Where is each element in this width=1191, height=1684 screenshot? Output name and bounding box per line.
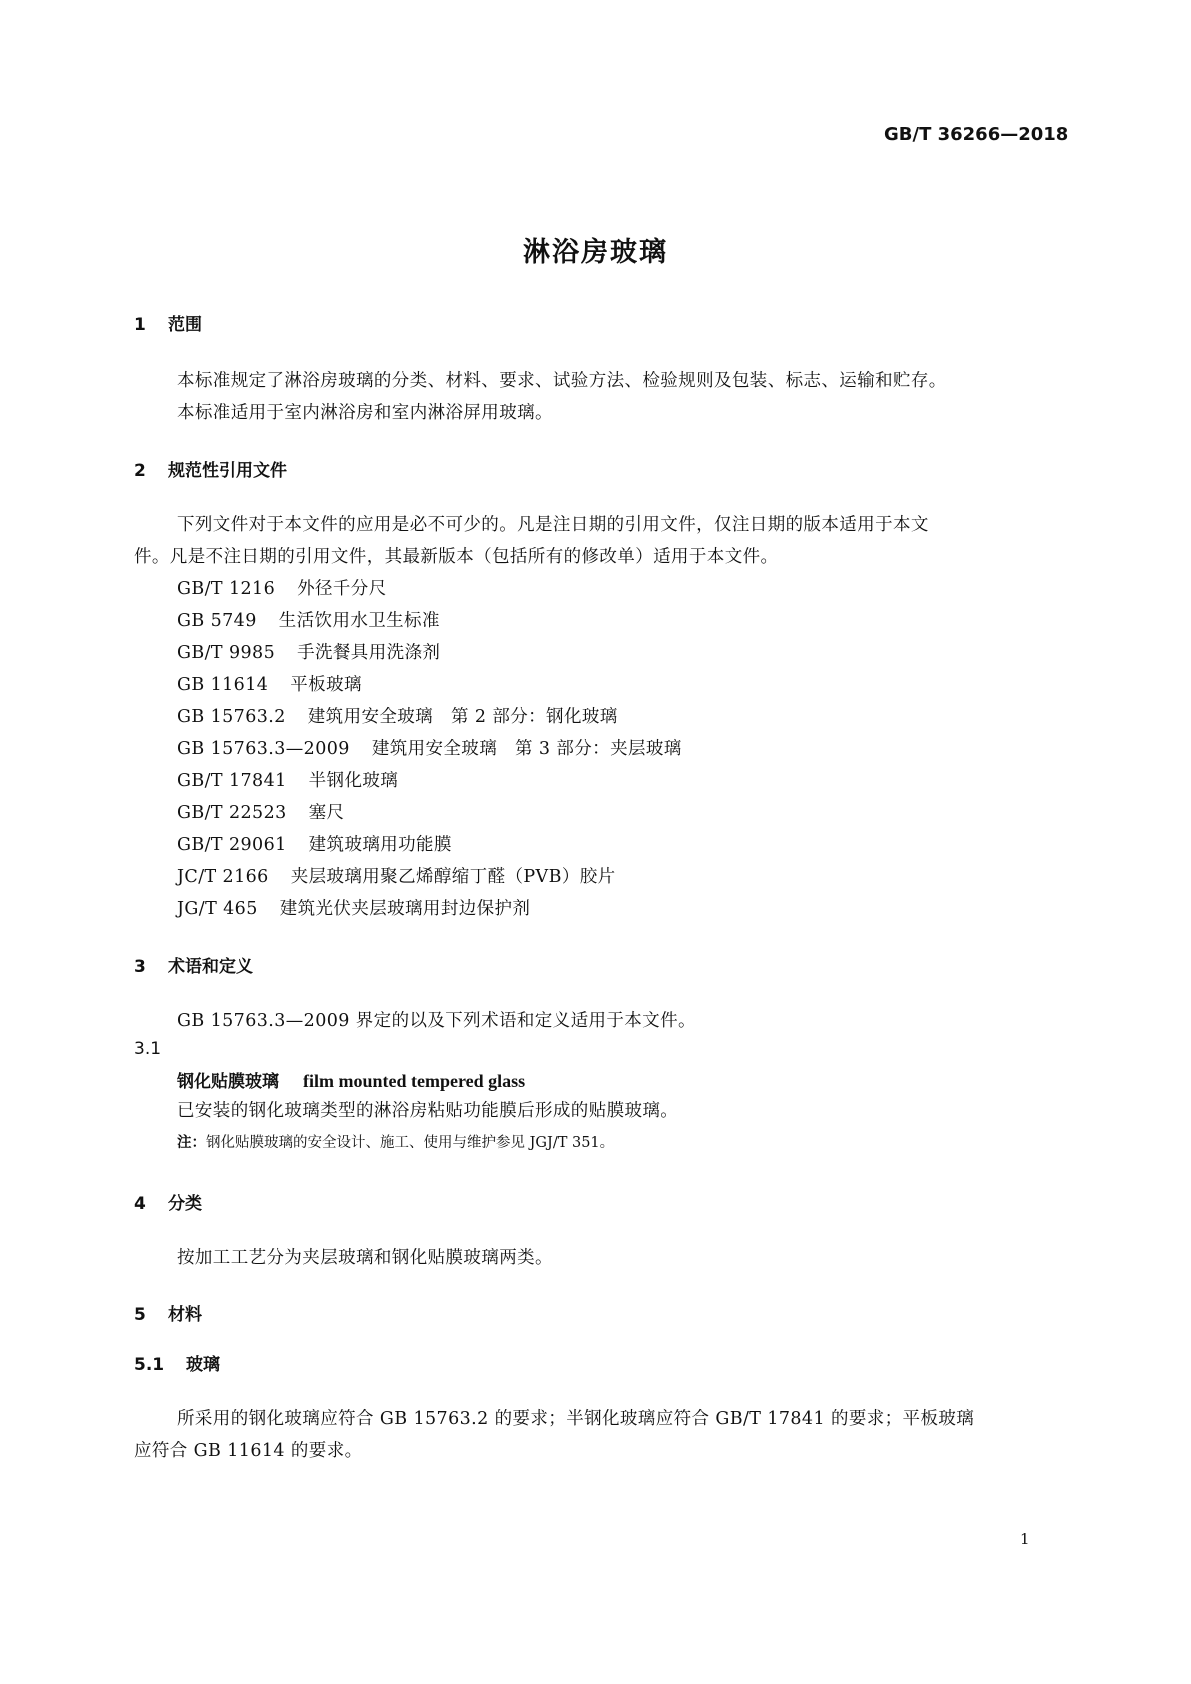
section-number: 4 — [134, 1194, 146, 1214]
reference-item — [177, 735, 682, 760]
reference-code: GB 15763.3—2009 — [177, 739, 350, 759]
term-zh: 钢化贴膜玻璃 — [177, 1072, 279, 1092]
reference-item — [177, 703, 618, 728]
section-title: 范围 — [168, 315, 202, 335]
paragraph: 按加工工艺分为夹层玻璃和钢化贴膜玻璃两类。 — [177, 1248, 553, 1268]
paragraph: 件。凡是不注日期的引用文件，其最新版本（包括所有的修改单）适用于本文件。 — [134, 547, 779, 567]
reference-item — [177, 831, 452, 856]
section-4-heading — [134, 1189, 202, 1214]
reference-title: 建筑用安全玻璃 第 3 部分：夹层玻璃 — [371, 739, 682, 759]
subsection-number: 5.1 — [134, 1355, 165, 1375]
section-title: 分类 — [168, 1194, 202, 1214]
reference-code: GB 11614 — [177, 675, 269, 695]
note-label: 注： — [177, 1135, 206, 1151]
reference-title: 外径千分尺 — [297, 579, 387, 599]
reference-code: JG/T 465 — [177, 899, 258, 919]
subsection-title: 玻璃 — [186, 1355, 220, 1375]
reference-code: GB/T 22523 — [177, 803, 287, 823]
reference-title: 夹层玻璃用聚乙烯醇缩丁醛（PVB）胶片 — [290, 867, 616, 887]
paragraph: GB 15763.3—2009 界定的以及下列术语和定义适用于本文件。 — [177, 1011, 696, 1031]
reference-item — [177, 895, 530, 920]
reference-code: GB/T 9985 — [177, 643, 276, 663]
reference-title: 建筑用安全玻璃 第 2 部分：钢化玻璃 — [307, 707, 618, 727]
reference-item — [177, 799, 344, 824]
section-title: 材料 — [168, 1305, 202, 1325]
reference-title: 手洗餐具用洗涤剂 — [297, 643, 441, 663]
reference-code: GB 15763.2 — [177, 707, 286, 727]
term-heading — [177, 1067, 525, 1092]
reference-item — [177, 575, 387, 600]
paragraph: 本标准规定了淋浴房玻璃的分类、材料、要求、试验方法、检验规则及包装、标志、运输和贮存。 — [177, 371, 947, 391]
term-en: film mounted tempered glass — [303, 1071, 526, 1091]
reference-code: GB/T 1216 — [177, 579, 276, 599]
term-definition: 已安装的钢化玻璃类型的淋浴房粘贴功能膜后形成的贴膜玻璃。 — [177, 1101, 679, 1121]
reference-title: 生活饮用水卫生标准 — [278, 611, 440, 631]
reference-code: GB/T 17841 — [177, 771, 287, 791]
reference-title: 半钢化玻璃 — [308, 771, 399, 791]
reference-item — [177, 671, 362, 696]
paragraph: 下列文件对于本文件的应用是必不可少的。凡是注日期的引用文件，仅注日期的版本适用于本文 — [177, 515, 929, 535]
reference-title: 建筑玻璃用功能膜 — [308, 835, 452, 855]
paragraph: 本标准适用于室内淋浴房和室内淋浴屏用玻璃。 — [177, 403, 553, 423]
section-5-heading — [134, 1300, 202, 1325]
reference-code: JC/T 2166 — [177, 867, 269, 887]
section-number: 5 — [134, 1305, 146, 1325]
reference-item — [177, 639, 440, 664]
section-number: 1 — [134, 315, 146, 335]
section-title: 规范性引用文件 — [168, 461, 287, 481]
reference-code: GB/T 29061 — [177, 835, 287, 855]
reference-title: 建筑光伏夹层玻璃用封边保护剂 — [279, 899, 531, 919]
note — [177, 1131, 614, 1152]
section-3-heading — [134, 952, 253, 977]
section-1-heading — [134, 310, 202, 335]
reference-code: GB 5749 — [177, 611, 257, 631]
paragraph: 所采用的钢化玻璃应符合 GB 15763.2 的要求；半钢化玻璃应符合 GB/T 17841 的要求；平板玻璃 — [177, 1409, 975, 1429]
reference-title: 平板玻璃 — [290, 675, 362, 695]
document-title: 淋浴房玻璃 — [523, 237, 668, 268]
reference-item — [177, 607, 440, 632]
page-number: 1 — [1020, 1530, 1030, 1548]
subsection-5-1-heading — [134, 1350, 220, 1375]
section-title: 术语和定义 — [168, 957, 253, 977]
reference-title: 塞尺 — [308, 803, 345, 823]
term-number: 3.1 — [134, 1039, 162, 1059]
section-number: 2 — [134, 461, 146, 481]
section-2-heading — [134, 456, 287, 481]
note-text: 钢化贴膜玻璃的安全设计、施工、使用与维护参见 JGJ/T 351。 — [206, 1135, 615, 1151]
section-number: 3 — [134, 957, 146, 977]
reference-item — [177, 863, 616, 888]
paragraph: 应符合 GB 11614 的要求。 — [134, 1441, 363, 1461]
standard-code: GB/T 36266—2018 — [884, 124, 1069, 145]
reference-item — [177, 767, 398, 792]
